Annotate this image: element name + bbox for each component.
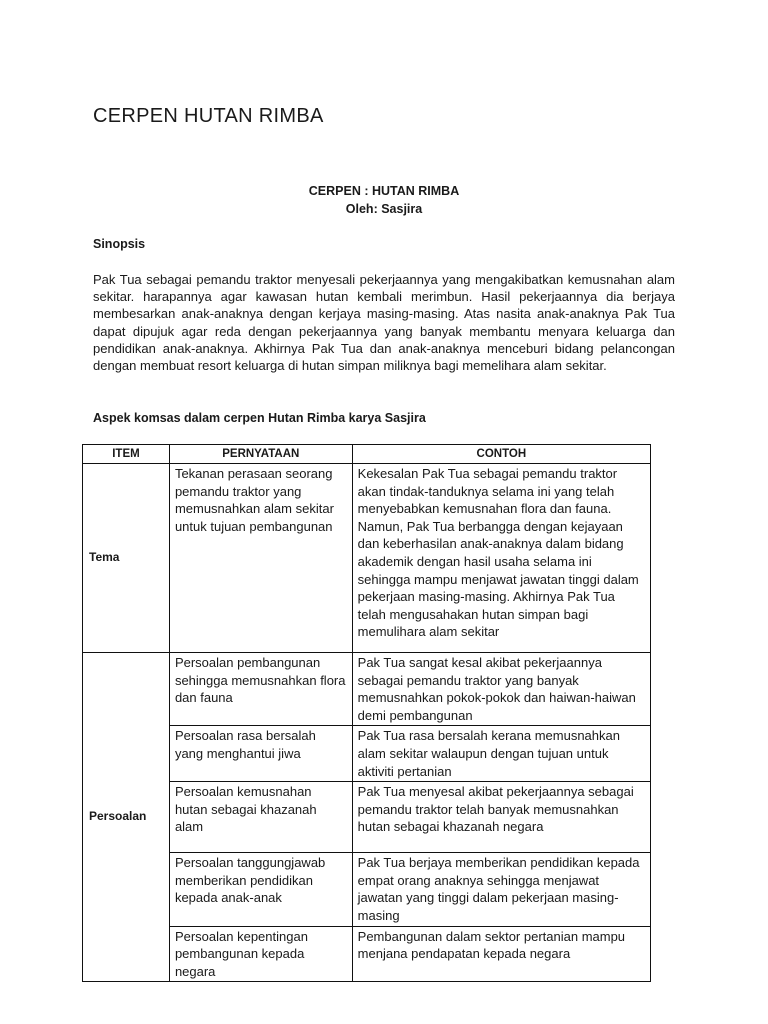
aspek-heading: Aspek komsas dalam cerpen Hutan Rimba karya Sasjira <box>93 411 426 425</box>
pernyataan-cell: Persoalan kepentingan pembangunan kepada negara <box>169 926 352 982</box>
contoh-cell: Kekesalan Pak Tua sebagai pemandu traktor akan tindak-tanduknya selama ini yang telah menyebabkan kemusnahan flora dan fauna. Namun, Pak Tua berbangga dengan kejayaan dan keberhasilan anak-anaknya dalam bidang akademik dengan hasil usaha selama ini sehingga mampu menjawat jawatan tinggi dalam pekerjaan masing-masing. Akhirnya Pak Tua telah mengusahakan hutan simpan bagi memulihara alam sekitar <box>352 464 650 653</box>
story-author: Oleh: Sasjira <box>345 202 423 216</box>
pernyataan-cell: Persoalan pembangunan sehingga memusnahkan flora dan fauna <box>169 653 352 726</box>
contoh-cell: Pak Tua rasa bersalah kerana memusnahkan alam sekitar walaupun dengan tujuan untuk aktiviti pertanian <box>352 726 650 782</box>
contoh-cell: Pak Tua berjaya memberikan pendidikan kepada empat orang anaknya sehingga menjawat jawatan yang tinggi dalam pekerjaan masing-masing <box>352 853 650 926</box>
sinopsis-heading: Sinopsis <box>93 237 146 251</box>
pernyataan-cell: Persoalan tanggungjawab memberikan pendidikan kepada anak-anak <box>169 853 352 926</box>
table-header-row <box>83 445 651 464</box>
contoh-cell: Pembangunan dalam sektor pertanian mampu menjana pendapatan kepada negara <box>352 926 650 982</box>
header-pernyataan: PERNYATAAN <box>169 445 352 464</box>
pernyataan-cell: Persoalan kemusnahan hutan sebagai khazanah alam <box>169 782 352 853</box>
komsas-table <box>82 444 651 982</box>
document-title: CERPEN HUTAN RIMBA <box>93 105 324 127</box>
contoh-cell: Pak Tua menyesal akibat pekerjaannya sebagai pemandu traktor telah banyak memusnahkan hutan sebagai khazanah negara <box>352 782 650 853</box>
header-contoh: CONTOH <box>352 445 650 464</box>
table-row <box>83 653 651 726</box>
item-tema: Tema <box>83 464 170 653</box>
item-persoalan: Persoalan <box>83 653 170 982</box>
pernyataan-cell: Tekanan perasaan seorang pemandu traktor yang memusnahkan alam sekitar untuk tujuan pembangunan <box>169 464 352 653</box>
header-item: ITEM <box>83 445 170 464</box>
sinopsis-paragraph: Pak Tua sebagai pemandu traktor menyesali pekerjaannya yang mengakibatkan kemusnahan alam sekitar. harapannya agar kawasan hutan kembali merimbun. Hasil pekerjaannya dia berjaya membesarkan anak-anaknya dengan kerjaya masing-masing. Atas nasita anak-anaknya Pak Tua dapat dipujuk agar reda dengan pekerjaannya yang banyak membantu menyara keluarga dan pendidikan anak-anaknya. Akhirnya Pak Tua dan anak-anaknya menceburi bidang pelancongan dengan membuat resort keluarga di hutan simpan miliknya bagi memelihara alam sekitar. <box>93 272 675 374</box>
contoh-cell: Pak Tua sangat kesal akibat pekerjaannya sebagai pemandu traktor yang banyak memusnahkan pokok-pokok dan haiwan-haiwan demi pembangunan <box>352 653 650 726</box>
pernyataan-cell: Persoalan rasa bersalah yang menghantui jiwa <box>169 726 352 782</box>
table-row-tema <box>83 464 651 653</box>
story-heading: CERPEN : HUTAN RIMBA <box>308 184 460 198</box>
